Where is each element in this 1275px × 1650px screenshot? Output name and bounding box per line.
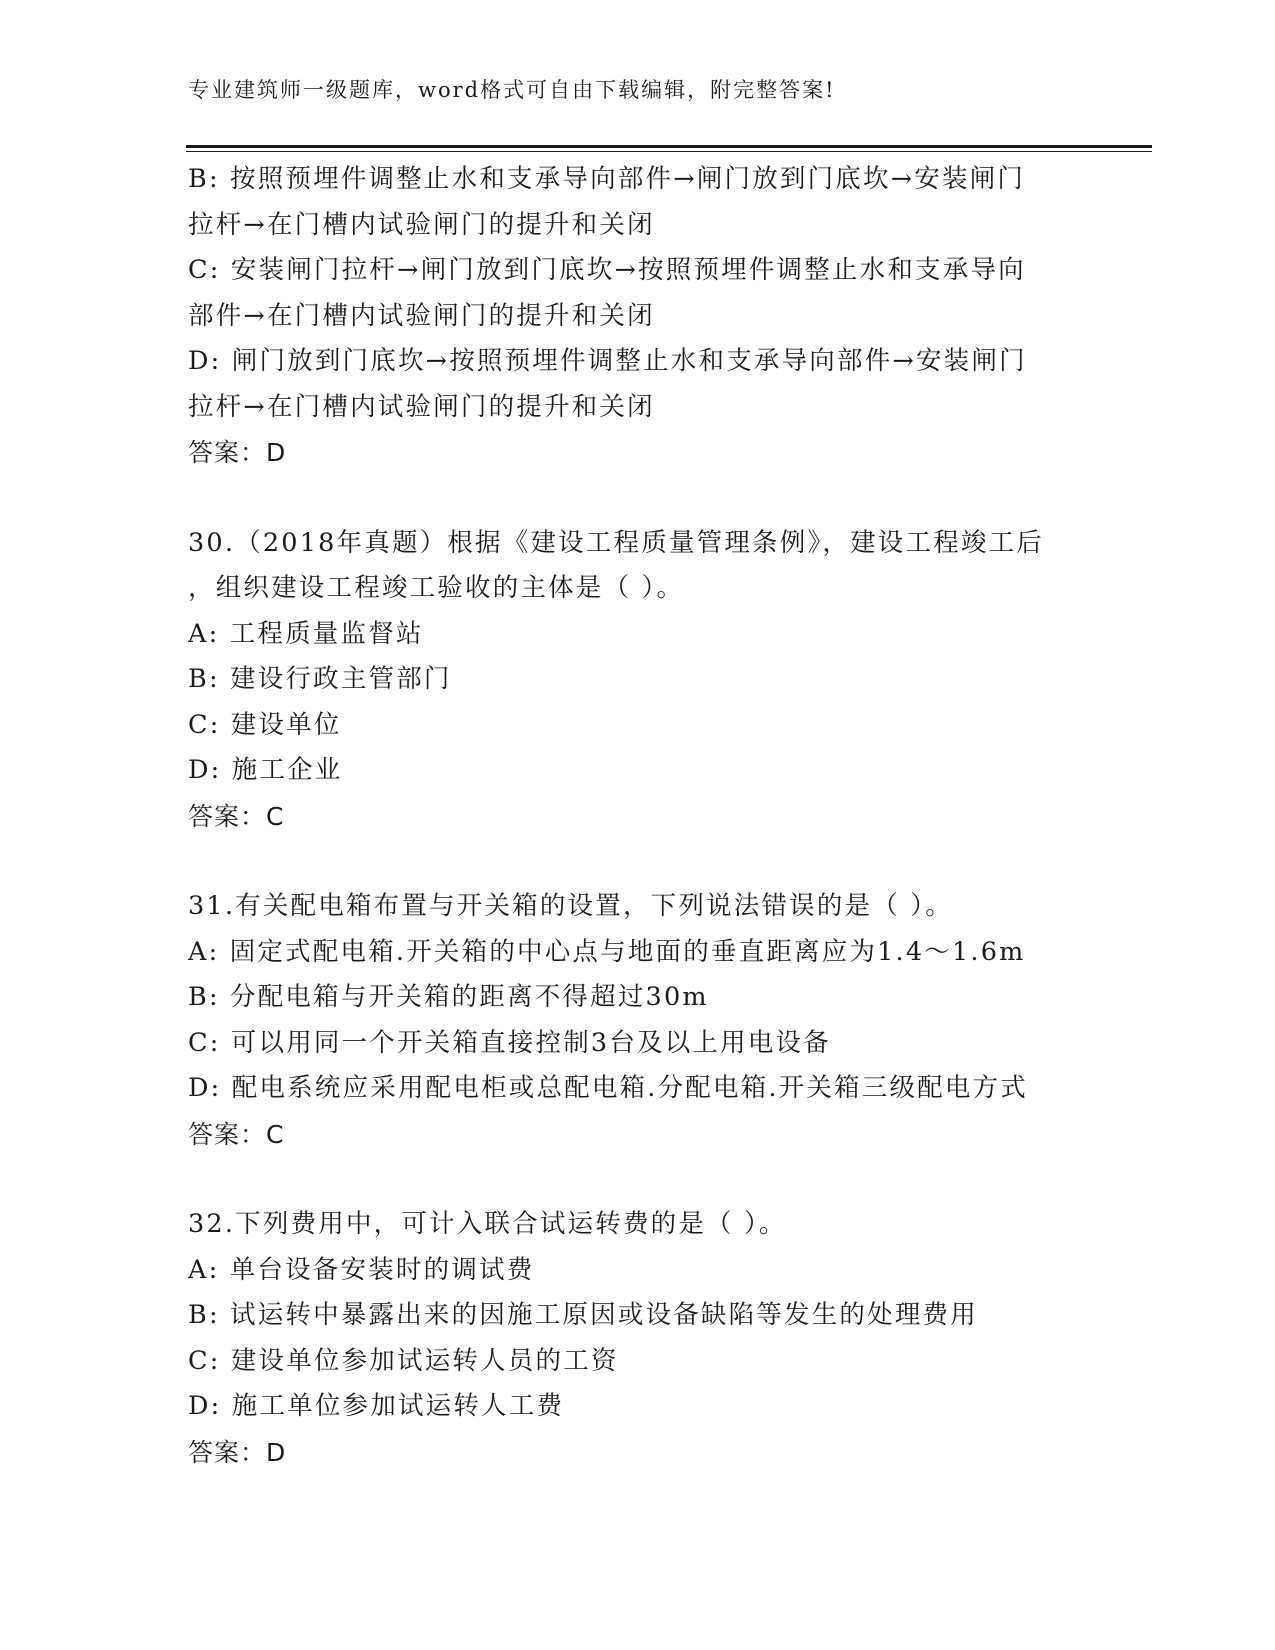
- q32-option-b: B: 试运转中暴露出来的因施工原因或设备缺陷等发生的处理费用: [188, 1300, 978, 1330]
- header-rule-thick: [186, 145, 1152, 148]
- q31-option-d: D: 配电系统应采用配电柜或总配电箱.分配电箱.开关箱三级配电方式: [188, 1073, 1028, 1103]
- q31-option-c: C: 可以用同一个开关箱直接控制3台及以上用电设备: [188, 1027, 831, 1058]
- q32-option-d: D: 施工单位参加试运转人工费: [188, 1391, 565, 1421]
- q30-stem-line-1: 30.（2018年真题）根据《建设工程质量管理条例》，建设工程竣工后: [188, 527, 1045, 558]
- q32-stem: 32.下列费用中，可计入联合试运转费的是（ ）。: [188, 1209, 787, 1239]
- q32-option-a: A: 单台设备安装时的调试费: [188, 1254, 535, 1285]
- page-header: 专业建筑师一级题库，word格式可自由下载编辑，附完整答案!: [188, 78, 836, 102]
- q29-option-c-line-2: 部件→在门槽内试验闸门的提升和关闭: [188, 300, 655, 331]
- q29-option-c-line-1: C: 安装闸门拉杆→闸门放到门底坎→按照预埋件调整止水和支承导向: [188, 255, 1026, 285]
- q29-option-d-line-2: 拉杆→在门槽内试验闸门的提升和关闭: [188, 391, 655, 422]
- question-content: [188, 157, 1108, 1475]
- q29-option-d-line-1: D: 闸门放到门底坎→按照预埋件调整止水和支承导向部件→安装闸门: [188, 346, 1027, 376]
- q29-option-b-line-1: B: 按照预埋件调整止水和支承导向部件→闸门放到门底坎→安装闸门: [188, 164, 1026, 194]
- header-rule-thin: [186, 151, 1152, 152]
- q31-stem: 31.有关配电箱布置与开关箱的设置，下列说法错误的是（ ）。: [188, 891, 953, 921]
- spacer: [188, 1157, 1108, 1202]
- q30-answer: 答案：C: [188, 801, 285, 831]
- question-29: [188, 157, 1108, 476]
- q31-answer: 答案：C: [188, 1119, 285, 1149]
- spacer: [188, 476, 1108, 521]
- q30-option-d: D: 施工企业: [188, 755, 343, 785]
- question-32: [188, 1202, 1108, 1475]
- q30-stem-line-2: ，组织建设工程竣工验收的主体是（ ）。: [188, 573, 685, 603]
- q30-option-a: A: 工程质量监督站: [188, 618, 424, 649]
- question-31: [188, 884, 1108, 1157]
- q31-option-b: B: 分配电箱与开关箱的距离不得超过30m: [188, 982, 709, 1012]
- q32-option-c: C: 建设单位参加试运转人员的工资: [188, 1345, 619, 1376]
- question-30: [188, 521, 1108, 840]
- spacer: [188, 839, 1108, 884]
- q32-answer: 答案：D: [188, 1437, 287, 1467]
- q30-option-b: B: 建设行政主管部门: [188, 664, 452, 694]
- q29-answer: 答案：D: [188, 438, 287, 467]
- q29-option-b-line-2: 拉杆→在门槽内试验闸门的提升和关闭: [188, 209, 655, 240]
- q31-option-a: A: 固定式配电箱.开关箱的中心点与地面的垂直距离应为1.4～1.6m: [188, 936, 1026, 967]
- q30-option-c: C: 建设单位: [188, 709, 342, 740]
